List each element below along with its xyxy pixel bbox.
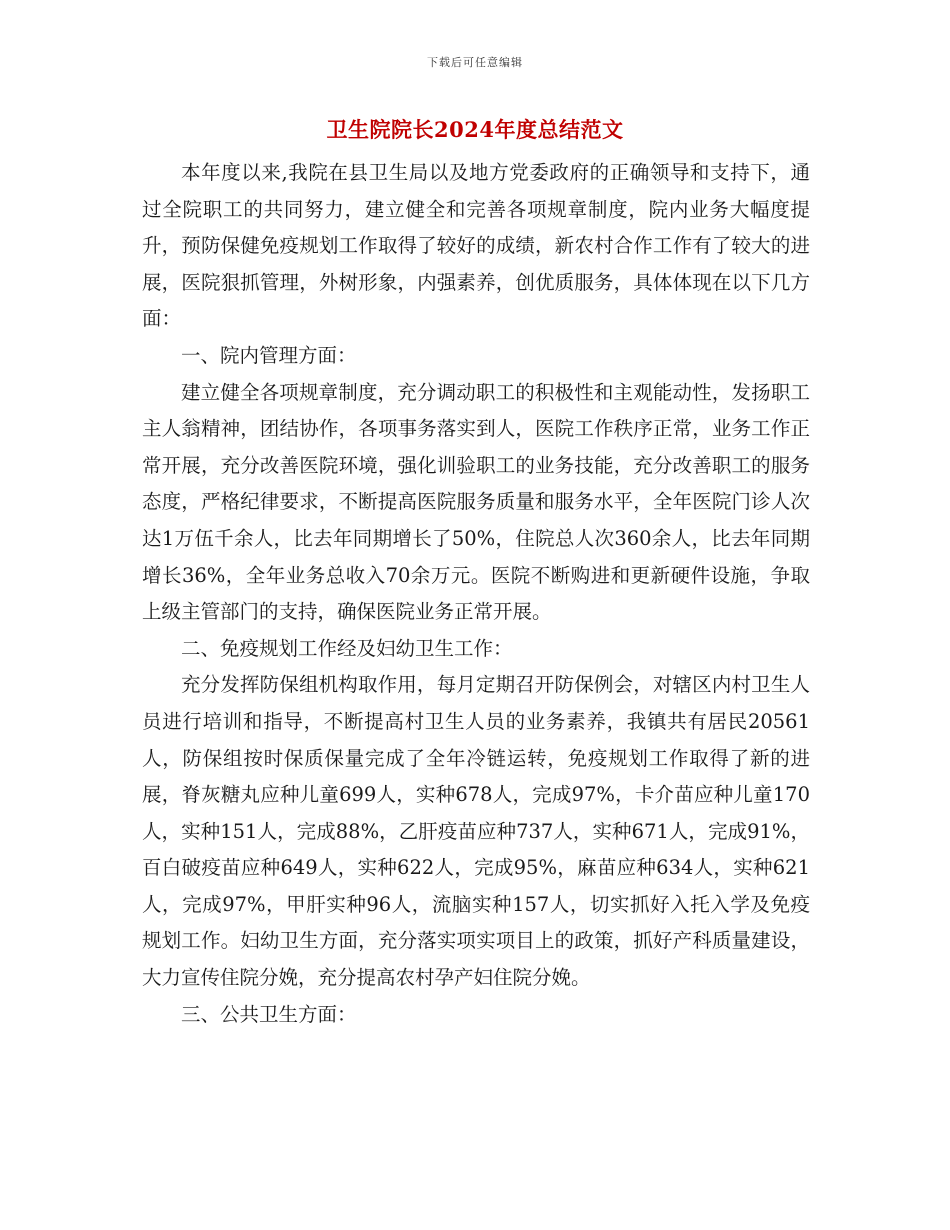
section-heading-3: 三、公共卫生方面： — [181, 1002, 357, 1026]
header-note: 下载后可任意编辑 — [427, 56, 523, 69]
section-heading-1: 一、院内管理方面： — [181, 343, 357, 367]
paragraph-immunization: 充分发挥防保组机构取作用，每月定期召开防保例会，对辖区内村卫生人员进行培训和指导，不断提高村卫生人员的业务素养，我镇共有居民20561人，防保组按时保质保量完成了全年冷链运转，免疫规划工作取得了新的进展，脊灰糖丸应种儿童699人，实种678人，完成97%，卡介苗应种儿童170人，实种151人，完成88%，乙肝疫苗应种737人，实种671人，完成91%，百白破疫苗应种649人，实种622人，完成95%，麻苗应种634人，实种621人，完成97%，甲肝实种96人，流脑实种157人，切实抓好入托入学及免疫规划工作。妇幼卫生方面，充分落实项实项目上的政策，抓好产科质量建设，大力宣传住院分娩，充分提高农村孕产妇住院分娩。 — [142, 673, 810, 990]
document-title: 卫生院院长2024年度总结范文 — [326, 117, 624, 142]
document-body — [142, 155, 810, 1033]
paragraph-intro: 本年度以来,我院在县卫生局以及地方党委政府的正确领导和支持下，通过全院职工的共同努力，建立健全和完善各项规章制度，院内业务大幅度提升，预防保健免疫规划工作取得了较好的成绩，新农村合作工作有了较大的进展，医院狠抓管理，外树形象，内强素养，创优质服务，具体体现在以下几方面： — [142, 161, 810, 331]
section-heading-2: 二、免疫规划工作经及妇幼卫生工作： — [181, 636, 513, 660]
paragraph-management: 建立健全各项规章制度，充分调动职工的积极性和主观能动性，发扬职工主人翁精神，团结协作，各项事务落实到人，医院工作秩序正常，业务工作正常开展，充分改善医院环境，强化训验职工的业务技能，充分改善职工的服务态度，严格纪律要求，不断提高医院服务质量和服务水平，全年医院门诊人次达1万伍千余人，比去年同期增长了50%，住院总人次360余人，比去年同期增长36%，全年业务总收入70余万元。医院不断购进和更新硬件设施，争取上级主管部门的支持，确保医院业务正常开展。 — [142, 380, 810, 624]
